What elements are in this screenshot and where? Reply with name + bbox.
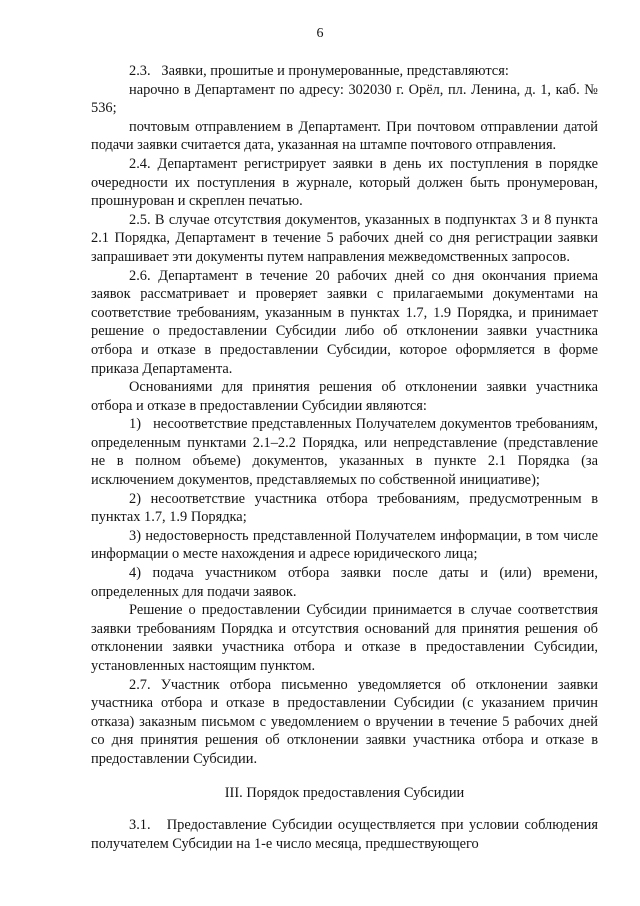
- clause-2-5: 2.5. В случае отсутствия документов, указанных в подпунктах 3 и 8 пункта 2.1 Порядка, Департамент в течение 5 рабочих дней со дня регистрации заявки запрашивает эти документы путем направления межведомственных запросов.: [91, 211, 598, 265]
- rejection-ground-1: 1) несоответствие представленных Получателем документов требованиям, определенным пунктами 2.1–2.2 Порядка, или непредставление (представление не в полном объеме) документов, указанных в пункте 2.1 Порядка (за исключением документов, представляемых по собственной инициативе);: [91, 416, 598, 489]
- rejection-ground-4: 4) подача участником отбора заявки после даты и (или) времени, определенных для подачи заявок.: [91, 565, 598, 600]
- section-heading: III. Порядок предоставления Субсидии: [224, 784, 465, 801]
- delivery-by-hand: нарочно в Департамент по адресу: 302030 г. Орёл, пл. Ленина, д. 1, каб. № 536;: [91, 81, 598, 117]
- delivery-by-post: почтовым отправлением в Департамент. При почтовом отправлении датой подачи заявки считается дата, указанная на штампе почтового отправления.: [91, 118, 598, 154]
- approval-decision: Решение о предоставлении Субсидии принимается в случае соответствия заявки требованиям Порядка и отсутствия оснований для принятия решения об отклонении заявки участника отбора и отказе в предоставлении Субсидии, установленных настоящим пунктом.: [91, 602, 598, 674]
- rejection-ground-3: 3) недостоверность представленной Получателем информации, в том числе информации о месте нахождения и адресе юридического лица;: [91, 527, 598, 563]
- clause-2-3: 2.3. Заявки, прошитые и пронумерованные, представляются:: [129, 63, 509, 79]
- rejection-ground-2: 2) несоответствие участника отбора требованиям, предусмотренным в пунктах 1.7, 1.9 Порядка;: [91, 490, 598, 526]
- page-number: 6: [316, 26, 324, 41]
- rejection-grounds-intro: Основаниями для принятия решения об отклонении заявки участника отбора и отказе в предоставлении Субсидии являются:: [91, 379, 598, 414]
- clause-2-4: 2.4. Департамент регистрирует заявки в день их поступления в порядке очередности их поступления в журнале, который должен быть пронумерован, прошнурован и скреплен печатью.: [91, 155, 598, 210]
- document-body: [91, 62, 598, 853]
- clause-2-7: 2.7. Участник отбора письменно уведомляется об отклонении заявки участника отбора и отказе в предоставлении Субсидии (с указанием причин отказа) заказным письмом с уведомлением о вручении в течение 5 рабочих дней со дня принятия решения об отклонении заявки участника отбора и отказе в предоставлении Субсидии.: [91, 676, 598, 767]
- clause-3-1: 3.1. Предоставление Субсидии осуществляется при условии соблюдения получателем Субсидии на 1-е число месяца, предшествующего: [91, 817, 598, 852]
- clause-2-6: 2.6. Департамент в течение 20 рабочих дней со дня окончания приема заявок рассматривает и проверяет заявки с прилагаемыми документами на соответствие требованиям, указанным в пунктах 1.7, 1.9 Порядка, и принимает решение о предоставлении Субсидии либо об отклонении заявки участника отбора и отказе в предоставлении Субсидии, которое оформляется в форме приказа Департамента.: [91, 267, 598, 377]
